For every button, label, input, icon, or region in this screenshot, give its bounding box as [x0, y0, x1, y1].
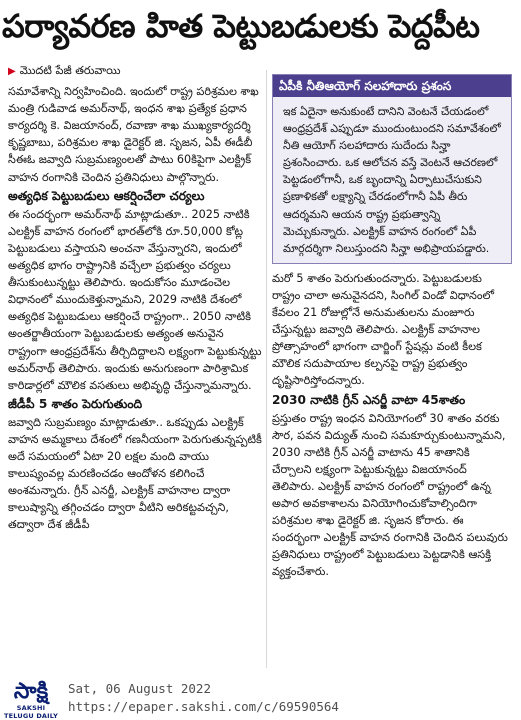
sakshi-logo: [2, 679, 60, 720]
sidebar-box: [272, 74, 512, 264]
right-paragraph-2: ప్రస్తుతం రాష్ట్ర ఇంధన వినియోగంలో 30 శాతం వరకు సౌర, పవన విద్యుత్ నుంచి సమకూర్చుకుంటున్నామని, 2030 నాటికి గ్రీన్ ఎనర్జీ వాటాను 45 శాతానికి చేర్చాలని లక్ష్యంగా పెట్టుకున్నట్టు విజయానంద్ తెలిపారు. ఎలక్ట్రిక్ వాహన రంగంలో రాష్ట్రంలో ఉన్న అపార అవకాశాలను వినియోగించుకోవాల్సిందిగా పరిశ్రమల శాఖ డైరెక్టర్ జి. సృజన కోరారు. ఈ సందర్భంగా ఎలక్ట్రిక్ వాహన రంగానికి చెందిన పలువురు ప్రతినిధులు రాష్ట్రంలో పెట్టుబడులు పెట్టడానికి ఆసక్తి వ్యక్తంచేశారు.: [272, 411, 508, 579]
sidebar-box-title: ఏపీకి నీతిఆయోగ్ సలహాదారు ప్రశంస: [273, 75, 511, 97]
right-subheading-1: 2030 నాటికి గ్రీన్ ఎనర్జీ వాటా 45శాతం: [272, 392, 466, 407]
logo-text: సాక్షి: [13, 679, 49, 704]
edition-date: Sat, 06 August 2022: [68, 681, 211, 696]
left-subheading-1: అత్యధిక పెట్టుబడులు ఆకర్షించేలా చర్యలు: [8, 188, 205, 203]
right-column: [272, 74, 512, 583]
sidebar-box-text: ఇక ఏదైనా అనుకుంటే దానిని వెంటనే చేయడంలో ఆంధ్రప్రదేశ్ ఎప్పుడూ ముందుంటుందని సమావేశంలో నీతి ఆయోగ్ సలహాదారు సుదేందు సిన్హా ప్రశంసించారు. ఒక ఆలోచన వస్తే వెంటనే ఆచరణలో పెట్టడంలోగానీ, ఒక బృందాన్ని ఏర్పాటుచేసుకుని ప్రణాళికతో లక్ష్యాన్ని చేరడంలోగానీ ఏపీ తీరు ఆదర్శమని ఆయన రాష్ట్ర ప్రభుత్వాన్ని మెచ్చుకున్నారు. ఎలక్ట్రిక్ వాహన రంగంలో ఏపీ మార్గదర్శిగా నిలుస్తుందని సిన్హా అభిప్రాయపడ్డారు.: [273, 97, 511, 263]
footer: [0, 680, 521, 718]
left-paragraph-1: సమావేశాన్ని నిర్వహించింది. ఇందులో రాష్ట్ర పరిశ్రమల శాఖ మంత్రి గుడివాడ అమర్‌నాథ్, ఇంధన శాఖ ప్రత్యేక ప్రధాన కార్యదర్శి కె. విజయానంద్, రవాణా శాఖ ముఖ్యకార్యదర్శి కృష్ణబాబు, పరిశ్రమల శాఖ డైరెక్టర్ జి. సృజన, ఏపీ ఈడీబీ సీఈఓ జవ్వాది సుబ్రమణ్యంలతో పాటు 60కిపైగా ఎలక్ట్రిక్ వాహన రంగానికి చెందిన ప్రతినిధులు పాల్గొన్నారు.: [8, 85, 259, 184]
continuation-marker: [8, 62, 263, 80]
left-paragraph-2: ఈ సందర్భంగా అమర్‌నాథ్ మాట్లాడుతూ.. 2025 నాటికి ఎలక్ట్రిక్ వాహన రంగంలో భారత్‌లోకి రూ.50,000 కోట్ల పెట్టుబడులు వస్తాయని అంచనా వేస్తున్నారని, ఇందులో అత్యధిక భాగం రాష్ట్రానికి వచ్చేలా ప్రభుత్వం చర్యలు తీసుకుంటున్నట్టు తెలిపారు. ఇందుకోసం మూడంచెల విధానంలో ముందుకెళ్తున్నామని, 2029 నాటికి దేశంలో అత్యధిక పెట్టుబడులు ఆకర్షించే రాష్ట్రంగా.. 2050 నాటికి అంతర్జాతీయంగా పెట్టుబడులకు అత్యంత అనువైన రాష్ట్రంగా ఆంధ్రప్రదేశ్‌ను తీర్చిదిద్దాలని లక్ష్యంగా పెట్టుకున్నట్టు అమర్‌నాథ్ తెలిపారు. ఇందుకు అనుగుణంగా పారిశ్రామిక కారిడార్లలో మౌలిక వసతులు అభివృద్ధి చేస్తున్నామన్నారు.: [8, 207, 262, 392]
continuation-label: మొదటి పేజీ తరువాయి: [19, 64, 121, 77]
left-subheading-2: జీడీపీ 5 శాతం పెరుగుతుంది: [8, 396, 143, 411]
epaper-url[interactable]: https://epaper.sakshi.com/c/69590564: [68, 699, 339, 714]
left-column: [8, 62, 263, 536]
arrow-icon: ▶: [8, 66, 16, 77]
logo-subtext: SAKSHI TELUGU DAILY: [3, 704, 59, 720]
column-divider: [266, 70, 267, 668]
right-paragraph-1: మరో 5 శాతం పెరుగుతుందన్నారు. పెట్టుబడులకు రాష్ట్రం చాలా అనువైనదని, సింగిల్ విండో విధానంలో కేవలం 21 రోజుల్లోనే అనుమతులను మంజూరు చేస్తున్నట్టు జవ్వాది తెలిపారు. ఎలక్ట్రిక్ వాహనాల ప్రోత్సాహంలో భాగంగా చార్జింగ్ స్టేషన్లు వంటి కీలక మౌలిక సదుపాయాల కల్పనపై రాష్ట్ర ప్రభుత్వం దృష్టిసారిస్తోందన్నారు.: [272, 271, 495, 388]
left-paragraph-3: జవ్వాది సుబ్రమణ్యం మాట్లాడుతూ.. ఒకప్పుడు ఎలక్ట్రిక్ వాహన అమ్మకాలు దేశంలో గణనీయంగా పెరుగుతున్నప్పటికీ అదే సమయంలో ఏటా 20 లక్షల మంది వాయు కాలుష్యంవల్ల మరణించడం ఆందోళన కలిగించే అంశమన్నారు. గ్రీన్ ఎనర్జీ, ఎలక్ట్రిక్ వాహనాల ద్వారా కాలుష్యాన్ని తగ్గించడం ద్వారా వీటిని అరికట్టవచ్చని, తద్వారా దేశ జీడీపీ: [8, 415, 262, 532]
headline: పర్యావరణ హిత పెట్టుబడులకు పెద్దపీట: [2, 7, 480, 45]
